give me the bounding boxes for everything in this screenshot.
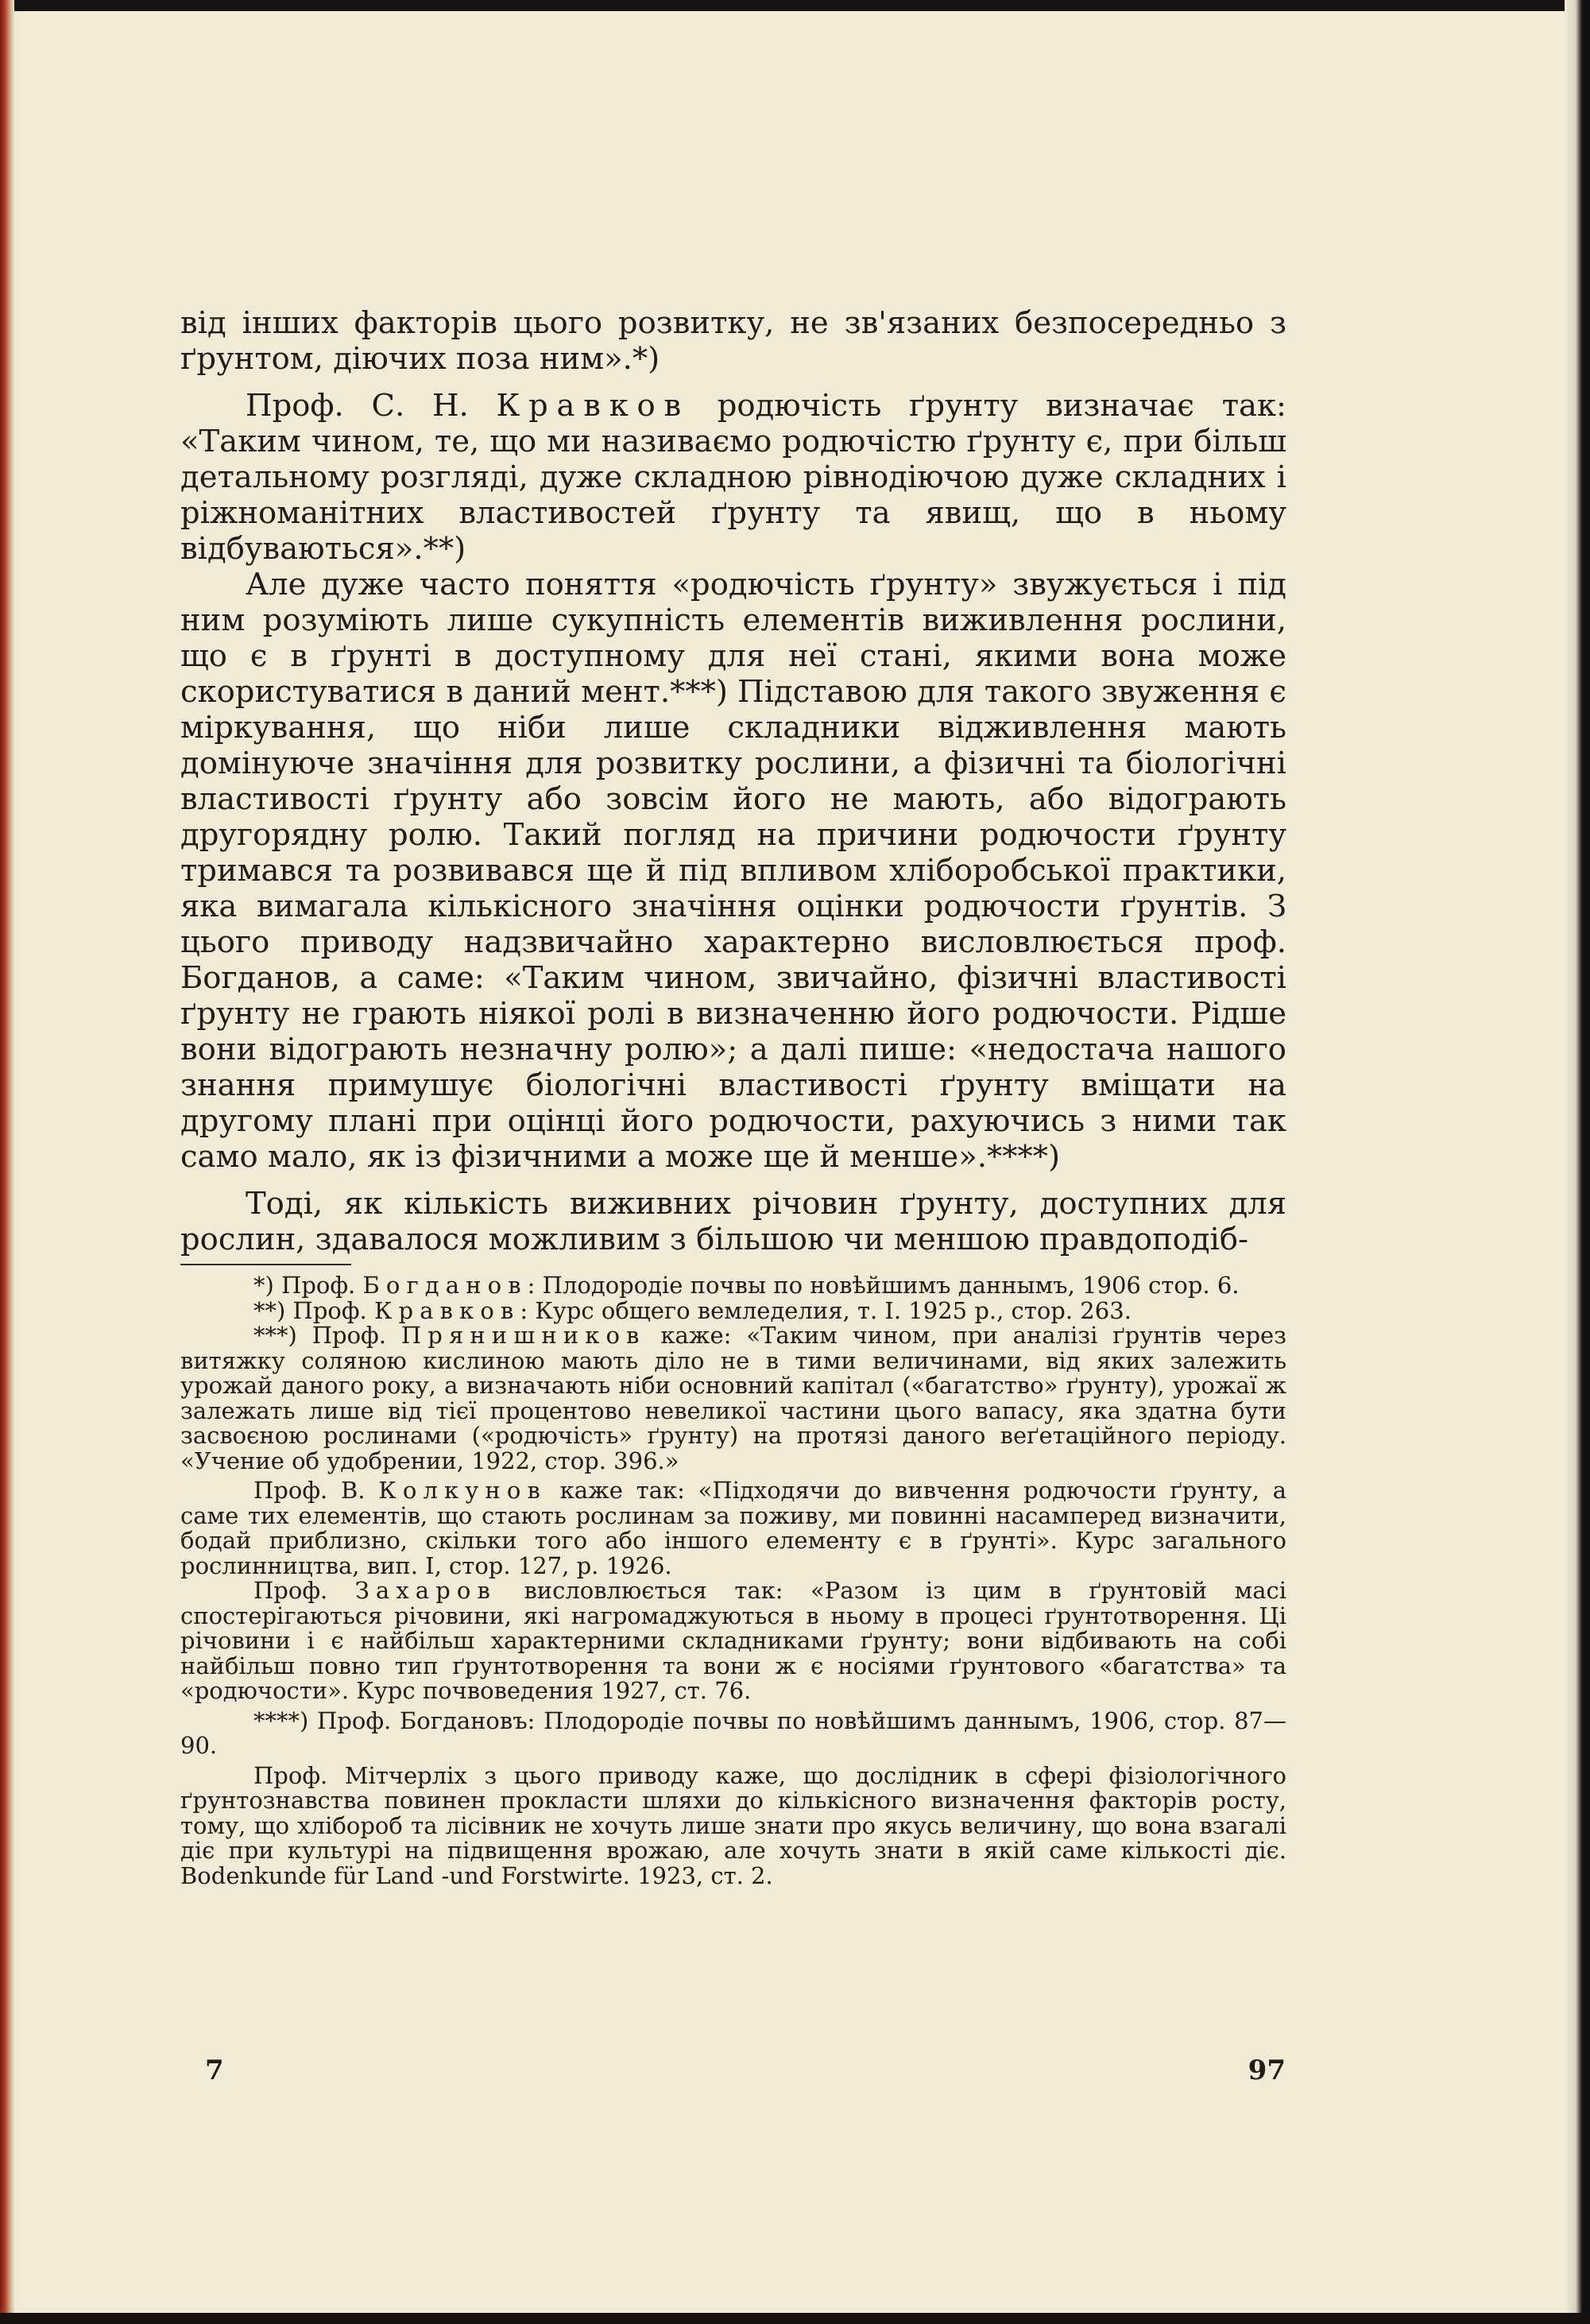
left-scan-border bbox=[0, 0, 14, 2324]
author-name: Кравков bbox=[496, 388, 690, 424]
footnote-fn2 bbox=[180, 1296, 1286, 1324]
text-run: ***) Проф. bbox=[253, 1322, 401, 1349]
text-run: родючість ґрунту визначає так: «Таким чином, те, що ми називаємо родючістю ґрунту є, при більш детальному розгляді, дуже складною рівнодіючою дуже складних і ріжноманітних властивостей ґрунту та явищ, що в ньому відбуваються».**) bbox=[180, 388, 1287, 567]
text-run: ****) Проф. Богдановъ: Плодородіе почвы по новѣйшимъ даннымъ, 1906, стор. 87—90. bbox=[180, 1706, 1286, 1759]
text-run: Проф. С. Н. bbox=[246, 388, 497, 424]
footnote-fn6 bbox=[180, 1706, 1286, 1759]
text-run: висловлюється так: «Разом із цим в ґрунтовій масі спостерігаються річовини, які нагромаджуються в ньому в процесі ґрунтотворення. Ці річовини і є найбільш характерними складниками ґрунту; вони відбивають на собі найбільш повно тип ґрунтотворення та вони ж є носіями ґрунтового «багатства» та «родючости». Курс почвоведения 1927, ст. 76. bbox=[180, 1577, 1286, 1704]
paragraph-p1 bbox=[180, 305, 1286, 377]
page-number: 97 bbox=[1248, 2055, 1286, 2086]
right-scan-border bbox=[1565, 0, 1590, 2324]
footnote-fn3 bbox=[180, 1323, 1286, 1474]
text-run: Проф. Мітчерліх з цього приводу каже, що дослідник в сфері фізіологічного ґрунтознавства повинен прокласти шляхи до кількісного визначення факторів росту, тому, що хлібороб та лісівник не хочуть лише знати про якусь величину, що вона взагалі діє при культурі на підвищення врожаю, але хочуть знати в якій саме кількості діє. Bodenkunde für Land -und Forstwirte. 1923, ст. 2. bbox=[180, 1761, 1286, 1889]
author-name: Прянишников bbox=[400, 1322, 646, 1349]
footnote-separator bbox=[180, 1264, 351, 1265]
paragraph-p3 bbox=[180, 567, 1286, 1175]
text-run: **) Проф. bbox=[253, 1296, 374, 1324]
bottom-scan-border bbox=[0, 2313, 1590, 2324]
author-name: Колкунов bbox=[378, 1477, 547, 1504]
text-run: каже так: «Підходячи до вивчення родючости ґрунту, а саме тих елементів, що стають рослинам за поживу, ми повинні насамперед визначити, бодай приблизно, скільки того або іншого елементу є в ґрунті». Курс загального рослинництва, вип. I, стор. 127, р. 1926. bbox=[180, 1477, 1286, 1579]
author-name: Богданов bbox=[362, 1272, 528, 1299]
text-run: : Курс общего вемледелия, т. I. 1925 р., стор. 263. bbox=[520, 1296, 1132, 1324]
paragraph-p2 bbox=[180, 388, 1286, 567]
footnotes bbox=[180, 1273, 1286, 1888]
text-run: Проф. В. bbox=[253, 1477, 379, 1504]
text-run: Але дуже часто поняття «родючість ґрунту» звужується і під ним розуміють лише сукупність елементів виживлення рослини, що є в ґрунті в доступному для неї стані, якими вона може скористуватися в даний мент.***) Підставою для такого звуження є міркування, що ніби лише складники відживлення мають домінуюче значіння для розвитку рослини, а фізичні та біологічні властивості ґрунту або зовсім його не мають, або відограють другорядну ролю. Такий погляд на причини родючости ґрунту тримався та розвивався ще й під впливом хліборобської практики, яка вимагала кількісного значіння оцінки родючости ґрунтів. З цього приводу надзвичайно характерно висловлюється проф. Богданов, а саме: «Таким чином, звичайно, фізичні властивості ґрунту не грають ніякої ролі в визначенню його родючости. Рідше вони відограють незначну ролю»; а далі пише: «недостача нашого знання примушує біологічні властивості ґрунту вміщати на другому плані при оцінці його родючости, рахуючись з ними так само мало, як із фізичними а може ще й менше».****) bbox=[180, 567, 1286, 1175]
text-run: Проф. bbox=[253, 1577, 355, 1604]
author-name: Кравков bbox=[373, 1296, 520, 1324]
top-scan-border bbox=[0, 0, 1590, 11]
text-run: : Плодородіе почвы по новѣйшимъ даннымъ, 1906 стор. 6. bbox=[527, 1272, 1240, 1299]
footnote-fn1 bbox=[180, 1273, 1286, 1299]
text-run: каже: «Таким чином, при аналізі ґрунтів через витяжку соляною кислиною мають діло не в тими величинами, від яких залежить урожай даного року, а визначають ніби основний капітал («багатство» ґрунту), урожаї ж залежать лише від тієї процентово невеликої частини цього вапасу, яка здатна бути засвоєною рослинами («родючість» ґрунту) на протязі даного веґетаційного періоду. «Учение об удобрении, 1922, стор. 396.» bbox=[180, 1322, 1286, 1474]
footnote-fn5 bbox=[180, 1578, 1286, 1704]
paragraph-p4 bbox=[180, 1186, 1286, 1257]
author-name: Захаров bbox=[354, 1577, 497, 1604]
page-body bbox=[180, 305, 1286, 1888]
signature-number: 7 bbox=[205, 2055, 224, 2086]
page-footer bbox=[205, 2055, 1286, 2086]
text-run: *) Проф. bbox=[253, 1272, 363, 1299]
text-run: Тоді, як кількість виживних річовин ґрунту, доступних для рослин, здавалося можливим з більшою чи меншою правдоподіб- bbox=[180, 1186, 1286, 1257]
footnote-fn7 bbox=[180, 1761, 1286, 1889]
main-text bbox=[180, 305, 1286, 1257]
footnote-fn4 bbox=[180, 1478, 1286, 1578]
text-run: від інших факторів цього розвитку, не зв'язаних безпосередньо з ґрунтом, діючих поза ним».*) bbox=[180, 305, 1286, 377]
